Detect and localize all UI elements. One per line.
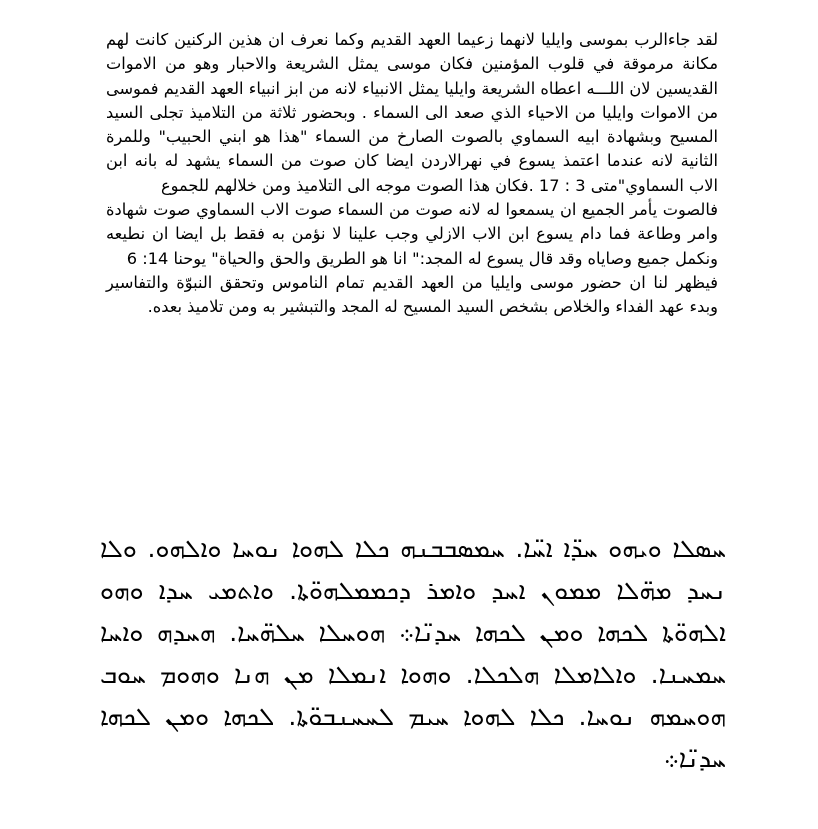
arabic-paragraph: فيظهر لنا ان حضور موسى وايليا من العهد القديم تمام الناموس وتحقق النبوّة والتفاسير وبدء عهد الفداء والخلاص بشخص السيد المسيح له المجد والتبشير به ومن تلاميذ بعده. (106, 272, 718, 317)
syriac-paragraph: ܚܣܠܐ ܘܝܗܘ ܚܕ̈ܐ ܐܚ̈ܐ. ܚܡܣܒܒܢܗ ܟܠܐ ܠܗܘܐ ܢܘܚܐ ܘܐܠܗܘ. ܘܠܐ ܢܚܕ ܡܗ̈ܠܐ ܡܡܘܢ ܐܚܕ ܘܐܡܪ ܕܟܡܡܠܗܘ̈ܬܐ. ܘܐܬܡܝ ܚܕܐ ܘܗܘ ܐܠܗܘ̈ܬܐ ܠܟܗܐ ܘܡܢ ܠܟܗܐ ܚܕܢ̈ܐ܀ ܗܘܚܠܐ ܚܠܗ̈ܚܐ. ܗܚܕܗ ܘܐܚܐ ܚܡܚܢܐ. ܘܐܠܐܡܠܐ ܗܠܟܠܐ. ܘܗܘܐ ܐܢܡܠܐ ܡܢ ܗܢܐ ܘܗܘܡ ܚܘܒ ܗܘܚܡܗ ܢܘܚܐ. ܟܠܐ ܠܗܘܐ ܚܝܡ ܠܚܚܢܒܘ̈ܬܐ. ܠܟܗܐ ܘܡܢ ܠܟܗܐ ܚܕܢ̈ܐ܀ (100, 534, 726, 773)
arabic-text-block (106, 28, 718, 320)
arabic-paragraph: فالصوت يأمر الجميع ان يسمعوا له لانه صوت من السماء صوت الاب السماوي صوت شهادة وامر وطاعة فما دام يسوع ابن الاب الازلي وجب علينا لا نؤمن به فقط بل ايضا ان نطيعه ونكمل جميع وصاياه وقد قال يسوع له المجد:" انا هو الطريق والحق والحياة" يوحنا 14: 6 (106, 200, 718, 268)
arabic-paragraph: لقد جاءالرب بموسى وايليا لانهما زعيما العهد القديم وكما نعرف ان هذين الركنين كانت لهم مكانة مرموقة في قلوب المؤمنين فكان موسى يمثل الشريعة والاحبار وهو من الاموات القديسين لان اللـــه اعطاه الشريعة وايليا يمثل الانبياء لانه من ابز انبياء العهد القديم فموسى من الاموات وايليا من الاحياء الذي صعد الى السماء . وبحضور ثلاثة من التلاميذ تجلى السيد المسيح وبشهادة ابيه السماوي بالصوت الصارخ من السماء "هذا هو ابني الحبيب" وللمرة الثانية لانه عندما اعتمذ يسوع في نهرالاردن ايضا كان صوت من السماء يشهد له بانه ابن الاب السماوي"متى 3 : 17 .فكان هذا الصوت موجه الى التلاميذ ومن خلالهم للجموع (106, 30, 718, 195)
syriac-text-block (100, 528, 726, 780)
